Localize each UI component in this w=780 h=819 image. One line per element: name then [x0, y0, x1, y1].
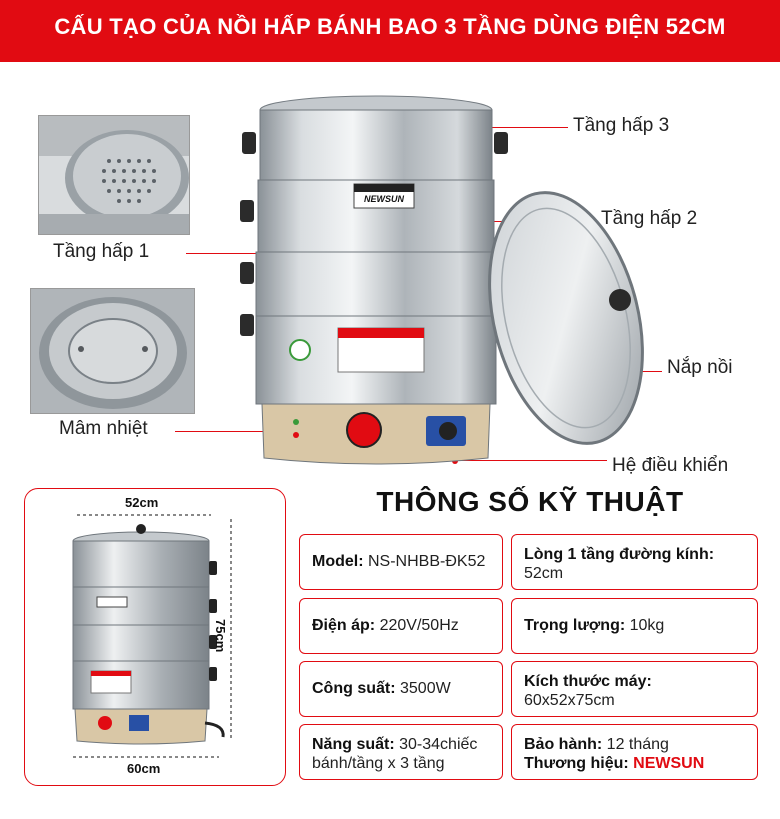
label-mam-nhiet: Mâm nhiệt: [59, 418, 148, 439]
spec-size: Kích thước máy: 60x52x75cm: [511, 661, 758, 717]
spec-voltage: Điện áp: 220V/50Hz: [299, 598, 503, 654]
brand-name: NEWSUN: [633, 755, 705, 772]
dimension-width: 52cm: [125, 495, 159, 510]
steamer-product-illustration: [236, 88, 656, 478]
label-tang-hap-3: Tầng hấp 3: [573, 115, 670, 136]
label-nap-noi: Nắp nồi: [667, 357, 733, 378]
dimension-depth: 60cm: [127, 761, 161, 776]
spec-diameter: Lòng 1 tầng đường kính: 52cm: [511, 534, 758, 590]
steamer-tray-photo: [38, 115, 190, 235]
spec-model: Model: NS-NHBB-ĐK52: [299, 534, 503, 590]
spec-capacity: Năng suất: 30-34chiếc bánh/tầng x 3 tầng: [299, 724, 503, 780]
spec-warranty-brand: Bảo hành: 12 tháng Thương hiệu: NEWSUN: [511, 724, 758, 780]
spec-weight: Trọng lượng: 10kg: [511, 598, 758, 654]
spec-power: Công suất: 3500W: [299, 661, 503, 717]
page-title: CẤU TẠO CỦA NỒI HẤP BÁNH BAO 3 TẦNG DÙNG ĐIỆN 52CM: [54, 14, 726, 39]
heating-plate-photo: [30, 288, 195, 414]
dimension-height: 75cm: [213, 619, 228, 653]
specs-title: THÔNG SỐ KỸ THUẬT: [376, 486, 684, 517]
title-banner: [0, 0, 780, 62]
label-he-dieu-khien: Hệ điều khiển: [612, 455, 729, 476]
label-tang-hap-1: Tầng hấp 1: [53, 241, 150, 262]
label-tang-hap-2: Tầng hấp 2: [601, 208, 698, 229]
product-brand-logo: NEWSUN: [364, 194, 404, 204]
dimensions-panel: [24, 488, 286, 786]
